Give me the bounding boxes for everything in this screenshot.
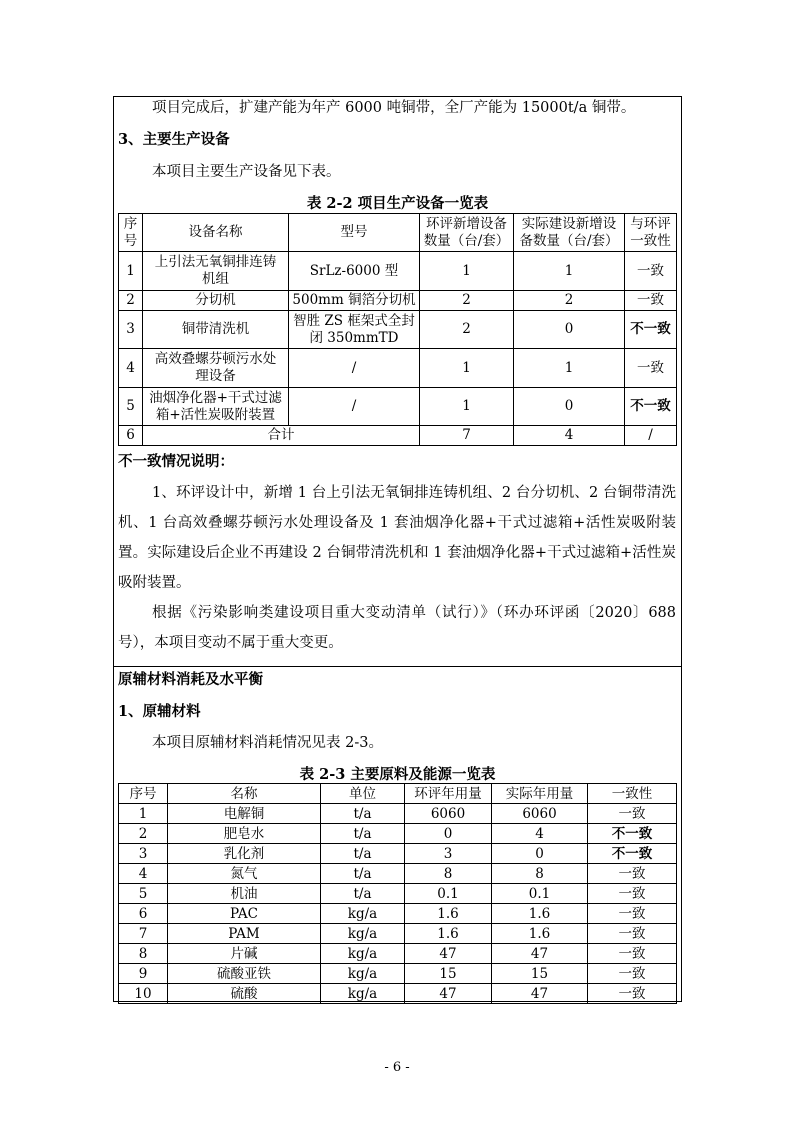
table-cell: 片碱 [168, 944, 321, 964]
table-cell: 3 [405, 844, 492, 864]
materials-sub-heading: 1、原辅材料 [118, 703, 201, 720]
section3-lead: 本项目主要生产设备见下表。 [152, 164, 341, 180]
table-cell: 9 [119, 964, 168, 984]
header-cell: 环评年用量 [405, 784, 492, 804]
table-cell: 47 [492, 984, 588, 1004]
total-actual-cell: 4 [514, 426, 625, 446]
table-header-row [119, 784, 677, 804]
table-row [119, 291, 677, 311]
table-cell: 一致 [625, 349, 677, 388]
header-cell: 与环评 一致性 [625, 214, 677, 252]
table-cell: 不一致 [588, 824, 677, 844]
table-cell: 肥皂水 [168, 824, 321, 844]
table-row [119, 388, 677, 426]
table-cell: 电解铜 [168, 804, 321, 824]
table-cell: 1 [514, 349, 625, 388]
intro-line: 项目完成后，扩建产能为年产 6000 吨铜带，全厂产能为 15000t/a 铜带。 [152, 100, 636, 116]
header-cell: 实际年用量 [492, 784, 588, 804]
table-cell: 15 [405, 964, 492, 984]
table-cell: 不一致 [625, 311, 677, 349]
table-cell: 0.1 [492, 884, 588, 904]
table-cell: 47 [492, 944, 588, 964]
inconsistency-para1: 1、环评设计中，新增 1 台上引法无氧铜排连铸机组、2 台分切机、2 台铜带清洗机、1 台高效叠螺芬顿污水处理设备及 1 套油烟净化器+干式过滤箱+活性炭吸附装置。实际建设后企业不再建设 2 台铜带清洗机和 1 套油烟净化器+干式过滤箱+活性炭吸附装置。 [118, 485, 676, 591]
table-cell: 1 [514, 252, 625, 291]
inconsistency-heading: 不一致情况说明： [118, 453, 234, 470]
table-row [119, 844, 677, 864]
table-cell: PAM [168, 924, 321, 944]
table-row [119, 824, 677, 844]
table-cell: 一致 [588, 864, 677, 884]
table-cell: 0.1 [405, 884, 492, 904]
table-cell: 一致 [625, 291, 677, 311]
table-cell: 一致 [588, 804, 677, 824]
table-cell: 1 [420, 349, 514, 388]
table-cell: 10 [119, 984, 168, 1004]
table-cell: 一致 [588, 904, 677, 924]
table-cell: 2 [119, 824, 168, 844]
materials-lead: 本项目原辅材料消耗情况见表 2-3。 [152, 735, 383, 751]
section-divider [113, 666, 682, 667]
table-cell: 乳化剂 [168, 844, 321, 864]
table-cell: 0 [405, 824, 492, 844]
table-cell: 5 [119, 388, 143, 426]
table-cell: 8 [405, 864, 492, 884]
table-cell: 6 [119, 904, 168, 924]
table-row [119, 984, 677, 1004]
table-cell: t/a [321, 824, 405, 844]
header-cell: 设备名称 [143, 214, 289, 252]
table-row [119, 924, 677, 944]
table-cell: 1 [119, 804, 168, 824]
table-cell: 1.6 [405, 924, 492, 944]
table-cell: 一致 [588, 884, 677, 904]
table-cell: kg/a [321, 964, 405, 984]
table-cell: 0 [492, 844, 588, 864]
table-cell: 油烟净化器+干式过滤 箱+活性炭吸附装置 [143, 388, 289, 426]
materials-table [118, 783, 677, 1004]
table-cell: 2 [420, 291, 514, 311]
table-cell: 一致 [588, 964, 677, 984]
header-cell: 单位 [321, 784, 405, 804]
page-number: - 6 - [384, 1060, 410, 1075]
table-cell: 4 [492, 824, 588, 844]
header-cell: 环评新增设备 数量（台/套） [420, 214, 514, 252]
table-cell: 3 [119, 311, 143, 349]
table-row [119, 311, 677, 349]
table-cell: 2 [119, 291, 143, 311]
table-cell: / [289, 388, 420, 426]
table-cell: 1.6 [492, 924, 588, 944]
table-cell: 硫酸亚铁 [168, 964, 321, 984]
total-no-cell: 6 [119, 426, 143, 446]
table-cell: 一致 [588, 944, 677, 964]
table-cell: 0 [514, 388, 625, 426]
table-row [119, 944, 677, 964]
total-row [119, 426, 677, 446]
table-cell: 15 [492, 964, 588, 984]
table-cell: kg/a [321, 984, 405, 1004]
table-cell: t/a [321, 884, 405, 904]
header-cell: 序号 [119, 784, 168, 804]
table-row [119, 904, 677, 924]
table-cell: 47 [405, 984, 492, 1004]
inconsistency-para2: 根据《污染影响类建设项目重大变动清单（试行）》（环办环评函〔2020〕688 号），本项目变动不属于重大变更。 [118, 605, 676, 651]
table-cell: 4 [119, 349, 143, 388]
table-cell: t/a [321, 844, 405, 864]
table-cell: 3 [119, 844, 168, 864]
table-cell: 铜带清洗机 [143, 311, 289, 349]
table-cell: 1 [420, 388, 514, 426]
table-cell: 1.6 [405, 904, 492, 924]
table-cell: 一致 [588, 924, 677, 944]
header-cell: 名称 [168, 784, 321, 804]
table-row [119, 349, 677, 388]
total-env-cell: 7 [420, 426, 514, 446]
table-cell: / [289, 349, 420, 388]
table-2-2-caption: 表 2-2 项目生产设备一览表 [306, 195, 489, 212]
table-cell: 不一致 [625, 388, 677, 426]
table-cell: 7 [119, 924, 168, 944]
table-cell: 一致 [625, 252, 677, 291]
table-cell: 分切机 [143, 291, 289, 311]
table-cell: 5 [119, 884, 168, 904]
table-cell: 500mm 铜箔分切机 [289, 291, 420, 311]
equipment-table [118, 213, 677, 446]
table-row [119, 864, 677, 884]
table-cell: 硫酸 [168, 984, 321, 1004]
table-cell: 6060 [492, 804, 588, 824]
table-cell: PAC [168, 904, 321, 924]
table-cell: 一致 [588, 984, 677, 1004]
table-cell: 机油 [168, 884, 321, 904]
table-cell: 8 [119, 944, 168, 964]
table-cell: kg/a [321, 904, 405, 924]
table-cell: 1 [420, 252, 514, 291]
table-cell: 1 [119, 252, 143, 291]
section3-heading: 3、主要生产设备 [118, 131, 230, 148]
table-cell: 2 [420, 311, 514, 349]
table-cell: 2 [514, 291, 625, 311]
table-row [119, 804, 677, 824]
table-cell: 高效叠螺芬顿污水处 理设备 [143, 349, 289, 388]
table-cell: t/a [321, 864, 405, 884]
table-header-row [119, 214, 677, 252]
table-cell: kg/a [321, 924, 405, 944]
table-cell: t/a [321, 804, 405, 824]
table-row [119, 252, 677, 291]
header-cell: 一致性 [588, 784, 677, 804]
table-2-3-caption: 表 2-3 主要原料及能源一览表 [299, 766, 496, 783]
table-row [119, 884, 677, 904]
table-cell: 4 [119, 864, 168, 884]
table-cell: 1.6 [492, 904, 588, 924]
table-cell: 0 [514, 311, 625, 349]
header-cell: 实际建设新增设 备数量（台/套） [514, 214, 625, 252]
total-consistency-cell: / [625, 426, 677, 446]
table-cell: 氮气 [168, 864, 321, 884]
table-cell: 6060 [405, 804, 492, 824]
table-cell: kg/a [321, 944, 405, 964]
header-cell: 序 号 [119, 214, 143, 252]
table-cell: 47 [405, 944, 492, 964]
table-cell: 不一致 [588, 844, 677, 864]
table-cell: 8 [492, 864, 588, 884]
table-cell: 上引法无氧铜排连铸 机组 [143, 252, 289, 291]
table-row [119, 964, 677, 984]
header-cell: 型号 [289, 214, 420, 252]
table-cell: 智胜 ZS 框架式全封 闭 350mmTD [289, 311, 420, 349]
materials-section-heading: 原辅材料消耗及水平衡 [118, 671, 263, 688]
table-cell: SrLz-6000 型 [289, 252, 420, 291]
total-label-cell: 合计 [143, 426, 420, 446]
